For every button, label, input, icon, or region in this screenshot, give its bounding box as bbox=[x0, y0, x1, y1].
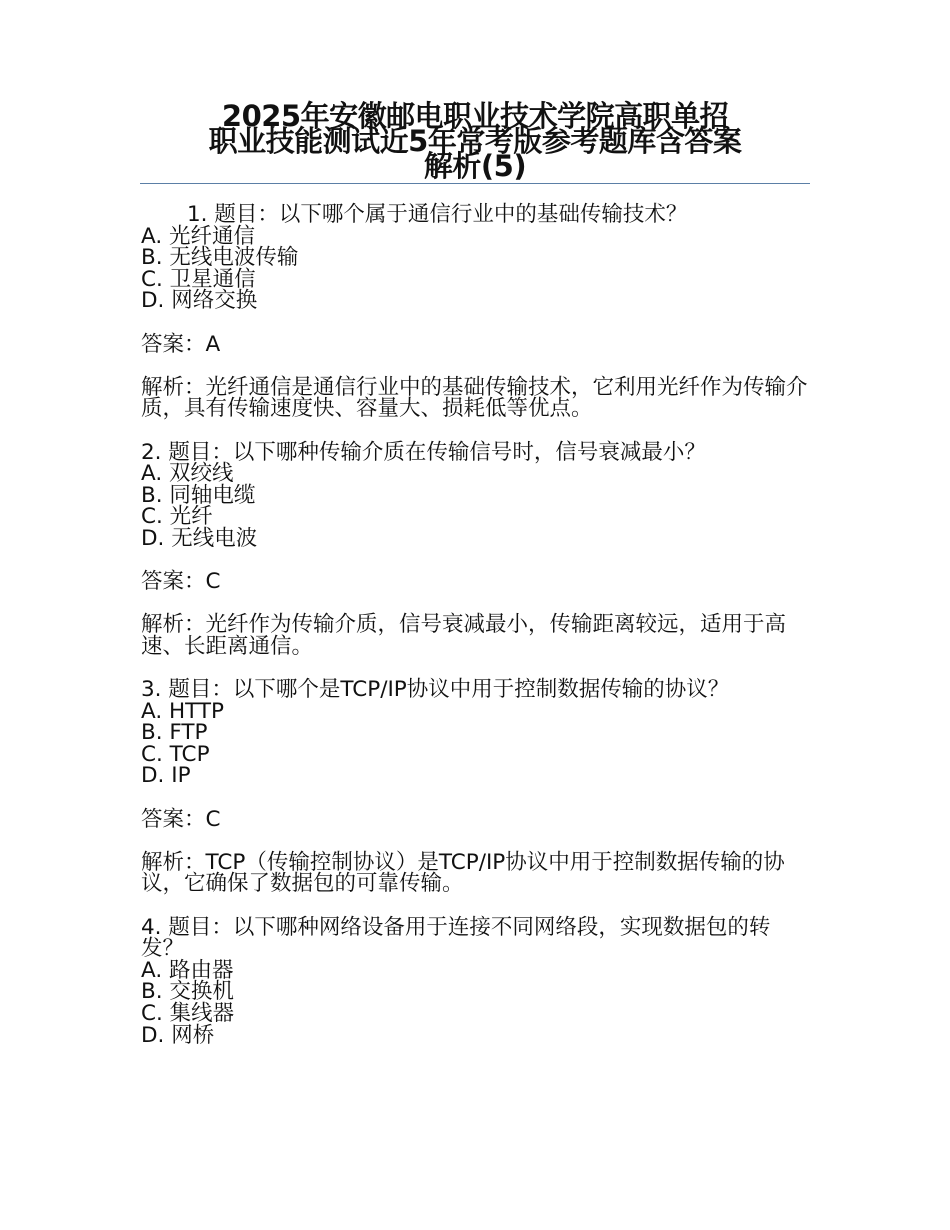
question-1-analysis: 解析：光纤通信是通信行业中的基础传输技术，它利用光纤作为传输介质，具有传输速度快、容量大、损耗低等优点。 bbox=[141, 374, 808, 422]
question-1-option-b: B. 无线电波传输 bbox=[141, 245, 299, 271]
question-4-option-d: D. 网桥 bbox=[141, 1022, 215, 1048]
question-3-answer: 答案：C bbox=[141, 806, 221, 832]
question-1-option-a: A. 光纤通信 bbox=[141, 223, 255, 249]
question-3-analysis: 解析：TCP（传输控制协议）是TCP/IP协议中用于控制数据传输的协议，它确保了数据包的可靠传输。 bbox=[141, 849, 785, 897]
question-2-option-b: B. 同轴电缆 bbox=[141, 482, 256, 508]
question-3-text: 3. 题目：以下哪个是TCP/IP协议中用于控制数据传输的协议？ bbox=[141, 677, 730, 703]
spacer bbox=[141, 355, 813, 377]
spacer bbox=[141, 787, 813, 809]
question-2-option-a: A. 双绞线 bbox=[141, 461, 234, 487]
title-divider bbox=[140, 183, 810, 184]
spacer bbox=[141, 657, 813, 679]
question-4-option-b: B. 交换机 bbox=[141, 979, 234, 1005]
title-line-2: 职业技能测试近5年常考版参考题库含答案 bbox=[208, 124, 742, 158]
spacer bbox=[141, 895, 813, 917]
question-list bbox=[141, 204, 813, 1046]
question-1-answer: 答案：A bbox=[141, 331, 221, 357]
title-line-1: 2025年安徽邮电职业技术学院高职单招 bbox=[221, 99, 729, 133]
question-3-option-a: A. HTTP bbox=[141, 698, 225, 724]
question-4-text: 4. 题目：以下哪种网络设备用于连接不同网络段，实现数据包的转发？ bbox=[141, 914, 771, 962]
spacer bbox=[141, 420, 813, 442]
question-2-answer: 答案：C bbox=[141, 569, 221, 595]
spacer bbox=[141, 593, 813, 615]
question-4-option-c: C. 集线器 bbox=[141, 1000, 235, 1026]
question-2-analysis: 解析：光纤作为传输介质，信号衰减最小，传输距离较远，适用于高速、长距离通信。 bbox=[141, 612, 787, 659]
spacer bbox=[141, 550, 813, 572]
question-2-text: 2. 题目：以下哪种传输介质在传输信号时，信号衰减最小？ bbox=[141, 439, 706, 465]
question-1-option-d: D. 网络交换 bbox=[141, 288, 258, 314]
spacer bbox=[141, 312, 813, 334]
question-2-option-d: D. 无线电波 bbox=[141, 525, 258, 551]
question-1-option-c: C. 卫星通信 bbox=[141, 266, 256, 292]
question-3-option-d: D. IP bbox=[141, 763, 191, 789]
title-line-3: 解析(5) bbox=[423, 149, 527, 183]
question-3-option-b: B. FTP bbox=[141, 720, 208, 746]
spacer bbox=[141, 830, 813, 852]
document-title bbox=[140, 99, 810, 183]
question-4-option-a: A. 路由器 bbox=[141, 957, 234, 983]
question-3-option-c: C. TCP bbox=[141, 741, 210, 767]
question-2-option-c: C. 光纤 bbox=[141, 504, 213, 530]
question-1-text: 1. 题目：以下哪个属于通信行业中的基础传输技术？ bbox=[187, 202, 688, 227]
